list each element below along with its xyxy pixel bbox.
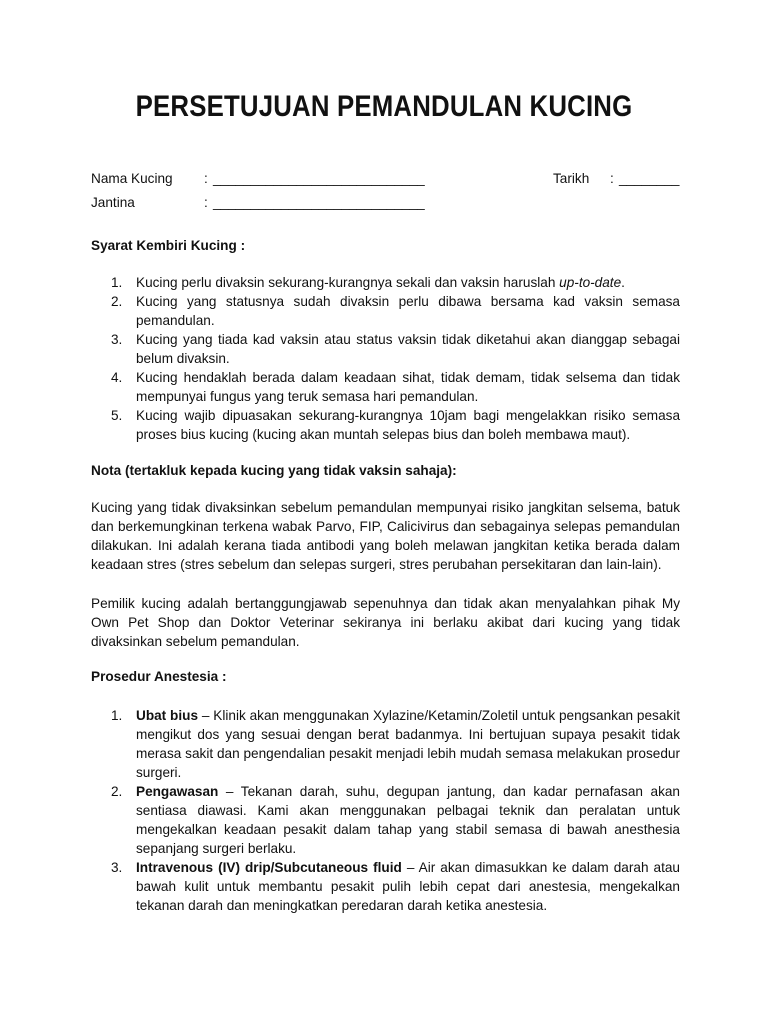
requirement-item (91, 406, 680, 444)
list-number: 2. (111, 784, 123, 799)
requirement-text: Kucing hendaklah berada dalam keadaan sihat, tidak demam, tidak selsema dan tidak mempunyai fungus yang teruk semasa hari pemandulan. (136, 370, 680, 404)
procedure-item (91, 706, 680, 782)
procedure-item (91, 782, 680, 858)
list-number: 1. (111, 708, 123, 723)
gender-blank[interactable]: ____________________________ (213, 195, 425, 210)
procedure-item (91, 858, 680, 915)
procedure-lead: Intravenous (IV) drip/Subcutaneous fluid (136, 860, 402, 875)
procedure-lead: Pengawasan (136, 784, 219, 799)
requirements-list (91, 273, 680, 444)
gender-label: Jantina (91, 195, 135, 210)
date-field (553, 170, 683, 188)
requirement-tail: . (621, 275, 625, 290)
list-number: 3. (111, 860, 123, 875)
page-title: PERSETUJUAN PEMANDULAN KUCING (135, 90, 633, 123)
requirement-item (91, 368, 680, 406)
list-number: 3. (111, 332, 123, 347)
note-heading: Nota (tertakluk kepada kucing yang tidak vaksin sahaja): (91, 463, 457, 478)
list-number: 1. (111, 275, 123, 290)
gender-field (91, 194, 431, 212)
date-blank[interactable]: ________ (619, 171, 680, 186)
procedure-lead: Ubat bius (136, 708, 199, 723)
note-paragraph-1: Kucing yang tidak divaksinkan sebelum pemandulan mempunyai risiko jangkitan selsema, batuk dan berkemungkinan terkena wabak Parvo, FIP, Calicivirus dan sebagainya selepas pemandulan dilakukan. Ini adalah kerana tiada antibodi yang boleh melawan jangkitan ketika berada dalam keadaan stres (stres sebelum dan selepas surgeri, stres perubahan persekitaran dan lain-lain). (91, 500, 680, 572)
requirement-text: Kucing yang tiada kad vaksin atau status vaksin tidak diketahui akan dianggap sebagai belum divaksin. (136, 332, 680, 366)
list-number: 2. (111, 294, 123, 309)
date-label: Tarikh (553, 171, 590, 186)
gender-colon: : (204, 195, 208, 210)
list-number: 4. (111, 370, 123, 385)
cat-name-colon: : (204, 171, 208, 186)
procedure-text: – Air akan dimasukkan ke dalam darah atau bawah kulit untuk membantu pesakit pulih lebih cepat dari anestesia, mengekalkan tekanan darah dan meningkatkan peredaran darah ketika anestesia. (136, 860, 680, 913)
note-paragraph-2: Pemilik kucing adalah bertanggungjawab sepenuhnya dan tidak akan menyalahkan pihak My Own Pet Shop dan Doktor Veterinar sekiranya ini berlaku akibat dari kucing yang tidak divaksinkan sebelum pemandulan. (91, 596, 680, 649)
cat-name-label: Nama Kucing (91, 171, 173, 186)
requirement-emphasis: up-to-date (559, 275, 622, 290)
requirement-item (91, 292, 680, 330)
requirement-item (91, 273, 680, 292)
list-number: 5. (111, 408, 123, 423)
cat-name-field (91, 170, 431, 188)
procedure-text: – Klinik akan menggunakan Xylazine/Ketamin/Zoletil untuk pengsankan pesakit mengikut dos yang sesuai dengan berat badanmya. Ini bertujuan supaya pesakit tidak merasa sakit dan pengendalian pesakit menjadi lebih mudah semasa melakukan prosedur surgeri. (136, 708, 680, 780)
anesthesia-heading: Prosedur Anestesia : (91, 669, 227, 684)
anesthesia-list (91, 706, 680, 915)
requirement-text: Kucing yang statusnya sudah divaksin perlu dibawa bersama kad vaksin semasa pemandulan. (136, 294, 680, 328)
cat-name-blank[interactable]: ____________________________ (213, 171, 425, 186)
requirement-item (91, 330, 680, 368)
date-colon: : (610, 171, 614, 186)
requirement-text: Kucing perlu divaksin sekurang-kurangnya sekali dan vaksin haruslah (136, 275, 560, 290)
requirements-heading: Syarat Kembiri Kucing : (91, 238, 246, 253)
requirement-text: Kucing wajib dipuasakan sekurang-kurangnya 10jam bagi mengelakkan risiko semasa proses bius kucing (kucing akan muntah selepas bius dan boleh membawa maut). (136, 408, 680, 442)
procedure-text: – Tekanan darah, suhu, degupan jantung, dan kadar pernafasan akan sentiasa diawasi. Kami akan menggunakan pelbagai teknik dan peralatan untuk mengekalkan keadaan pesakit dalam tahap yang stabil semasa di bawah anesthesia sepanjang surgeri berlaku. (136, 784, 680, 856)
